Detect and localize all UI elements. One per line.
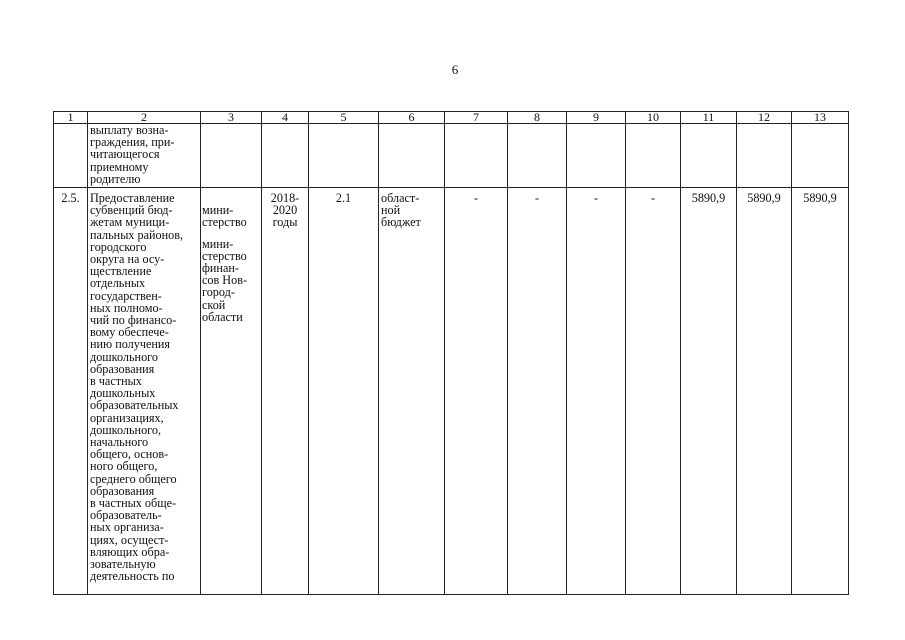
executor-ministry-short: мини- стерство — [202, 203, 247, 230]
header-cell-10: 10 — [626, 112, 681, 124]
cell-col13: 5890,9 — [792, 188, 849, 595]
cell-col12 — [737, 124, 792, 188]
cell-number: 2.5. — [54, 188, 88, 595]
cell-col9 — [567, 124, 626, 188]
cell-source — [379, 124, 445, 188]
cell-period: 2018- 2020 годы — [262, 188, 309, 595]
header-cell-12: 12 — [737, 112, 792, 124]
cell-col11 — [681, 124, 737, 188]
cell-col8 — [508, 124, 567, 188]
executor-ministry-finance: мини- стерство финан- сов Нов- город- ской области — [202, 236, 248, 324]
cell-target-index: 2.1 — [309, 188, 379, 595]
cell-col7 — [445, 124, 508, 188]
header-cell-6: 6 — [379, 112, 445, 124]
header-cell-3: 3 — [201, 112, 262, 124]
cell-col13 — [792, 124, 849, 188]
cell-executor — [201, 188, 262, 595]
cell-col10 — [626, 124, 681, 188]
cell-executor — [201, 124, 262, 188]
header-cell-9: 9 — [567, 112, 626, 124]
cell-source: област- ной бюджет — [379, 188, 445, 595]
cell-number — [54, 124, 88, 188]
header-cell-5: 5 — [309, 112, 379, 124]
cell-col8: - — [508, 188, 567, 595]
header-cell-11: 11 — [681, 112, 737, 124]
cell-col11: 5890,9 — [681, 188, 737, 595]
cell-period — [262, 124, 309, 188]
header-cell-8: 8 — [508, 112, 567, 124]
program-table — [53, 111, 849, 595]
header-cell-13: 13 — [792, 112, 849, 124]
header-cell-1: 1 — [54, 112, 88, 124]
cell-description: выплату возна- граждения, при- читающегося приемному родителю — [88, 124, 201, 188]
header-cell-4: 4 — [262, 112, 309, 124]
header-cell-7: 7 — [445, 112, 508, 124]
table-row-2-5 — [54, 188, 849, 595]
cell-col10: - — [626, 188, 681, 595]
header-row — [54, 112, 849, 124]
page-number: 6 — [451, 62, 459, 77]
table-row-continuation — [54, 124, 849, 188]
cell-col7: - — [445, 188, 508, 595]
cell-target-index — [309, 124, 379, 188]
cell-col12: 5890,9 — [737, 188, 792, 595]
header-cell-2: 2 — [88, 112, 201, 124]
cell-col9: - — [567, 188, 626, 595]
cell-description: Предоставление субвенций бюд- жетам муници- пальных районов, городского округа на осу- ществление отдельных государствен- ных полномо- чий по финансо- вому обеспече- нию получения дошкольного образования в частных дошкольных образовательных организациях, дошкольного, начального общего, основ- ного общего, среднего общего образования в частных обще- образователь- ных организа- циях, осущест- вляющих обра- зовательную деятельность по — [88, 188, 201, 595]
